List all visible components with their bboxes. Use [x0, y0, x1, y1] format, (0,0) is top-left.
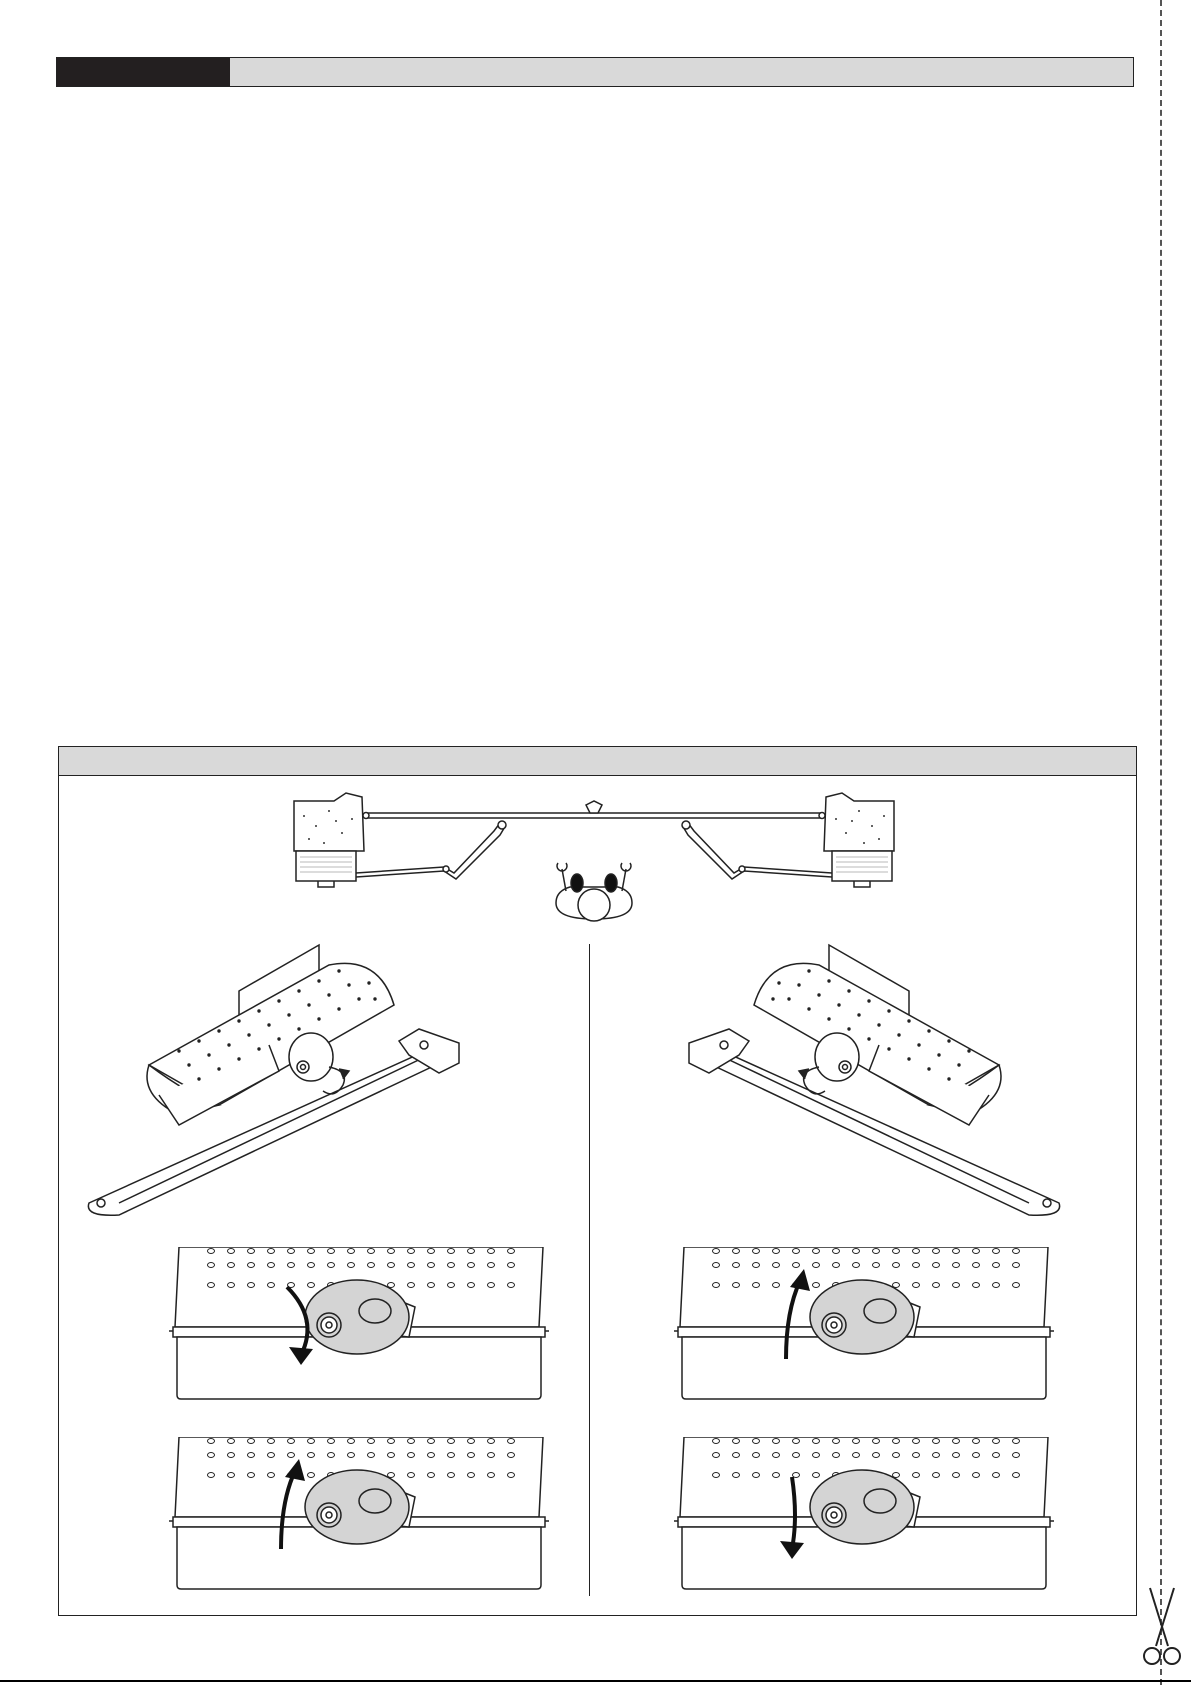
- cover-key-turn-down-icon: [674, 1437, 1054, 1597]
- double-gate-top-view-icon: [294, 791, 894, 921]
- cover-key-turn-down-icon: [169, 1247, 549, 1407]
- cut-line: [1160, 0, 1162, 1685]
- section-header-tab: [57, 58, 230, 86]
- figure-box: [58, 746, 1137, 1616]
- page-bottom-rule: [0, 1680, 1191, 1682]
- cover-key-turn-up-icon: [674, 1247, 1054, 1407]
- cover-key-turn-up-icon: [169, 1437, 549, 1597]
- section-header-bar: [56, 57, 1134, 87]
- figure-header-band: [59, 747, 1136, 776]
- scissors-icon: [1140, 1588, 1184, 1668]
- figure-divider: [589, 944, 590, 1596]
- right-operator-key-release-icon: [649, 945, 1069, 1225]
- left-operator-key-release-icon: [79, 945, 499, 1225]
